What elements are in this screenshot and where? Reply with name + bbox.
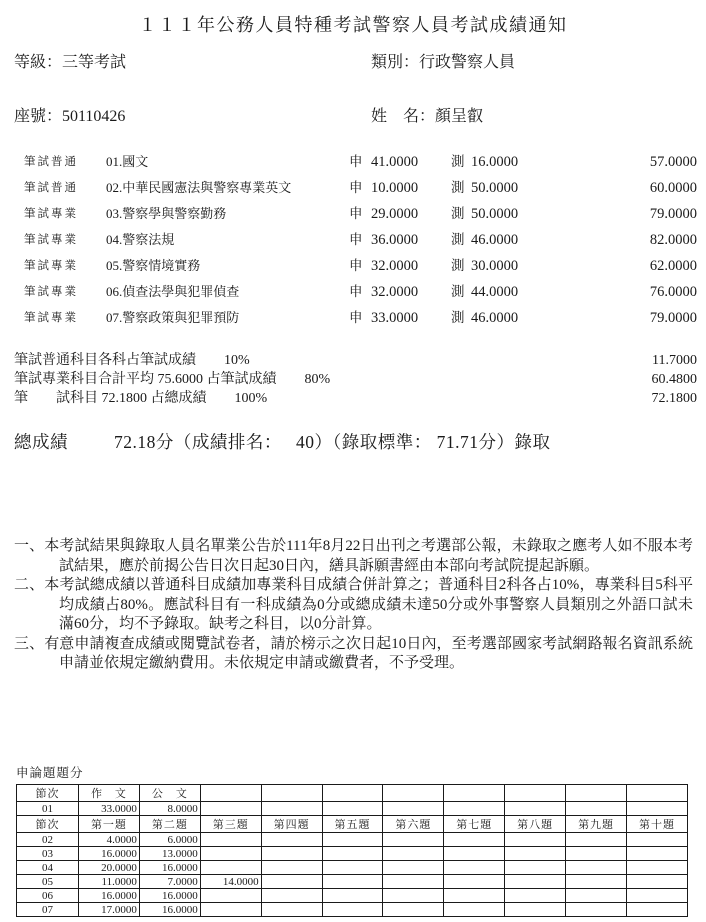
category-field [371, 49, 515, 72]
grade-field [14, 49, 126, 72]
score-subject: 06.偵查法學與犯罪偵查 [106, 284, 240, 299]
table-cell [566, 861, 627, 875]
table-cell: 節次 [17, 816, 79, 833]
test-marker: 測 [451, 284, 465, 299]
subject-total: 76.0000 [649, 284, 697, 300]
note-item [14, 635, 693, 674]
table-cell [383, 903, 444, 917]
table-cell [261, 802, 322, 816]
note-text: 有意申請複查成績或閱覽試卷者，請於榜示之次日起10日內，至考選部國家考試網路報名資訊系統申請並依規定繳納費用。未依規定申請或繳費者，不予受理。 [44, 635, 693, 671]
test-marker: 測 [451, 310, 465, 325]
table-cell [261, 785, 322, 802]
table-cell: 16.0000 [79, 847, 140, 861]
score-row [0, 149, 706, 175]
essay-marker: 申 [349, 180, 363, 195]
table-cell [322, 903, 383, 917]
table-cell [200, 861, 261, 875]
table-cell [444, 802, 505, 816]
table-cell [383, 802, 444, 816]
table-cell [627, 785, 688, 802]
table-cell [566, 889, 627, 903]
table-cell: 05 [17, 875, 79, 889]
table-cell [505, 875, 566, 889]
table-cell [566, 847, 627, 861]
table-cell [200, 785, 261, 802]
essay-marker: 申 [349, 284, 363, 299]
summary-value: 60.4800 [651, 372, 697, 387]
table-cell [505, 889, 566, 903]
test-marker: 測 [451, 258, 465, 273]
essay-score-table-section [16, 763, 692, 917]
table-cell [505, 802, 566, 816]
table-cell [383, 889, 444, 903]
test-marker: 測 [451, 206, 465, 221]
table-cell [627, 802, 688, 816]
table-cell [200, 847, 261, 861]
table-cell [566, 802, 627, 816]
score-category: 筆試專業 [24, 260, 78, 272]
table-cell: 06 [17, 889, 79, 903]
score-subject: 07.警察政策與犯罪預防 [106, 310, 240, 325]
summary-line [0, 351, 706, 370]
score-category: 筆試專業 [24, 312, 78, 324]
table-cell [444, 903, 505, 917]
table-cell [505, 785, 566, 802]
score-subject: 05.警察情境實務 [106, 258, 201, 273]
table-cell: 04 [17, 861, 79, 875]
table-cell [444, 875, 505, 889]
meta-row-seat-name [0, 103, 706, 125]
table-cell [200, 889, 261, 903]
subject-total: 79.0000 [649, 206, 697, 222]
table-row [17, 833, 688, 847]
test-marker: 測 [451, 232, 465, 247]
grade-label: 等級： [14, 54, 63, 71]
score-subject: 03.警察學與警察勤務 [106, 206, 227, 221]
summary-value: 11.7000 [652, 353, 697, 368]
note-item [14, 576, 693, 635]
essay-marker: 申 [349, 206, 363, 221]
summary-line [0, 370, 706, 389]
table-cell [383, 833, 444, 847]
table-cell: 16.0000 [139, 889, 200, 903]
table-cell: 16.0000 [139, 861, 200, 875]
grand-total-score: 72.18分 [114, 432, 174, 452]
essay-score: 29.0000 [371, 206, 419, 222]
table-cell [566, 833, 627, 847]
table-cell [444, 785, 505, 802]
summary-text: 筆試專業科目合計平均 75.6000 占筆試成績 80% [14, 372, 331, 387]
table-cell: 第三題 [200, 816, 261, 833]
table-cell [383, 847, 444, 861]
table-cell: 6.0000 [139, 833, 200, 847]
table-row [17, 785, 688, 802]
table-cell [322, 889, 383, 903]
test-score: 16.0000 [471, 154, 519, 170]
table-cell: 33.0000 [79, 802, 140, 816]
table-cell: 01 [17, 802, 79, 816]
note-number: 三、 [14, 635, 45, 652]
note-number: 一、 [14, 538, 45, 554]
score-category: 筆試專業 [24, 208, 78, 220]
table-cell [322, 802, 383, 816]
test-marker: 測 [451, 154, 465, 169]
table-cell: 第八題 [505, 816, 566, 833]
note-text: 本考試結果與錄取人員名單業公告於111年8月22日出刊之考選部公報，未錄取之應考人如不服本考試結果，應於前揭公告日次日起30日內，繕具訴願書經由本部向考試院提起訴願。 [44, 538, 693, 574]
table-cell [200, 833, 261, 847]
table-cell: 第十題 [627, 816, 688, 833]
score-subject: 02.中華民國憲法與警察專業英文 [106, 180, 292, 195]
essay-marker: 申 [349, 258, 363, 273]
test-score: 50.0000 [471, 180, 519, 196]
name-value: 顏呈叡 [435, 108, 484, 125]
table-cell [383, 875, 444, 889]
table-cell: 16.0000 [139, 903, 200, 917]
grand-total-detail: （成績排名： 40）（錄取標準： 71.71分）錄取 [173, 432, 551, 452]
score-summary [0, 351, 706, 408]
seat-field [14, 103, 125, 126]
table-row [17, 875, 688, 889]
grand-total-line [14, 429, 698, 454]
score-subject: 01.國文 [106, 154, 149, 169]
score-subject: 04.警察法規 [106, 232, 175, 247]
essay-score: 32.0000 [371, 284, 419, 300]
table-cell [200, 802, 261, 816]
score-row [0, 253, 706, 279]
essay-marker: 申 [349, 154, 363, 169]
test-marker: 測 [451, 180, 465, 195]
essay-score: 32.0000 [371, 258, 419, 274]
table-cell: 17.0000 [79, 903, 140, 917]
table-cell [261, 903, 322, 917]
table-row [17, 861, 688, 875]
note-text: 本考試總成績以普通科目成績加專業科目成績合併計算之；普通科目2科各占10%，專業科目5科平均成績占80%。應試科目有一科成績為0分或總成績未達50分或外事警察人員類別之外語口試未滿60分，均不予錄取。缺考之科目，以0分計算。 [44, 577, 693, 632]
essay-marker: 申 [349, 232, 363, 247]
table-cell [200, 903, 261, 917]
grand-total-label: 總成績 [14, 432, 68, 452]
table-cell: 第二題 [139, 816, 200, 833]
essay-score: 10.0000 [371, 180, 419, 196]
essay-table-title: 申論題題分 [16, 766, 84, 780]
table-cell [505, 847, 566, 861]
table-cell: 03 [17, 847, 79, 861]
essay-marker: 申 [349, 310, 363, 325]
table-cell [566, 785, 627, 802]
table-cell [444, 847, 505, 861]
score-row [0, 305, 706, 331]
table-cell: 07 [17, 903, 79, 917]
table-cell [383, 861, 444, 875]
essay-score: 36.0000 [371, 232, 419, 248]
table-cell [566, 903, 627, 917]
table-cell: 11.0000 [79, 875, 140, 889]
essay-score: 33.0000 [371, 310, 419, 326]
table-row [17, 889, 688, 903]
test-score: 46.0000 [471, 232, 519, 248]
essay-score: 41.0000 [371, 154, 419, 170]
score-category: 筆試專業 [24, 234, 78, 246]
table-cell: 作 文 [79, 785, 140, 802]
score-row [0, 227, 706, 253]
table-cell [261, 861, 322, 875]
table-cell: 02 [17, 833, 79, 847]
table-cell [444, 889, 505, 903]
test-score: 46.0000 [471, 310, 519, 326]
table-cell [444, 833, 505, 847]
meta-row-grade-category [0, 49, 706, 71]
table-cell: 4.0000 [79, 833, 140, 847]
document-title: １１１年公務人員特種考試警察人員考試成績通知 [138, 15, 568, 35]
table-row [17, 847, 688, 861]
table-cell: 第六題 [383, 816, 444, 833]
score-category: 筆試普通 [24, 182, 78, 194]
score-category: 筆試普通 [24, 156, 78, 168]
seat-value: 50110426 [62, 108, 126, 125]
name-label: 姓 名： [371, 108, 436, 125]
notes-section [14, 537, 693, 674]
table-cell [505, 903, 566, 917]
name-field [371, 103, 483, 126]
table-cell [322, 833, 383, 847]
subject-total: 60.0000 [649, 180, 697, 196]
test-score: 44.0000 [471, 284, 519, 300]
table-row [17, 802, 688, 816]
table-row [17, 816, 688, 833]
table-cell: 第七題 [444, 816, 505, 833]
table-cell: 13.0000 [139, 847, 200, 861]
table-cell [627, 833, 688, 847]
table-cell: 8.0000 [139, 802, 200, 816]
subject-total: 79.0000 [649, 310, 697, 326]
essay-score-table [16, 784, 688, 917]
table-cell: 20.0000 [79, 861, 140, 875]
table-cell [566, 875, 627, 889]
note-number: 二、 [14, 577, 45, 593]
table-cell [383, 785, 444, 802]
table-cell [261, 833, 322, 847]
table-cell: 第四題 [261, 816, 322, 833]
table-cell: 節次 [17, 785, 79, 802]
summary-line [0, 389, 706, 408]
table-cell: 第一題 [79, 816, 140, 833]
summary-text: 筆試普通科目各科占筆試成績 10% [14, 353, 250, 368]
category-label: 類別： [371, 54, 420, 71]
table-cell: 7.0000 [139, 875, 200, 889]
table-cell [322, 861, 383, 875]
summary-value: 72.1800 [651, 391, 697, 406]
test-score: 30.0000 [471, 258, 519, 274]
subject-scores-list [0, 149, 706, 331]
score-category: 筆試專業 [24, 286, 78, 298]
score-row [0, 175, 706, 201]
table-cell [627, 903, 688, 917]
table-cell: 第五題 [322, 816, 383, 833]
subject-total: 62.0000 [649, 258, 697, 274]
subject-total: 82.0000 [649, 232, 697, 248]
subject-total: 57.0000 [649, 154, 697, 170]
table-cell [444, 861, 505, 875]
note-item [14, 537, 693, 576]
table-cell [261, 889, 322, 903]
table-cell: 第九題 [566, 816, 627, 833]
test-score: 50.0000 [471, 206, 519, 222]
seat-label: 座號： [14, 108, 63, 125]
summary-text: 筆 試科目 72.1800 占總成績 100% [14, 391, 268, 406]
table-cell: 14.0000 [200, 875, 261, 889]
table-cell [627, 889, 688, 903]
table-cell [627, 875, 688, 889]
table-cell [505, 833, 566, 847]
table-cell [322, 875, 383, 889]
table-row [17, 903, 688, 917]
grade-value: 三等考試 [62, 54, 127, 71]
table-cell [322, 847, 383, 861]
table-cell: 16.0000 [79, 889, 140, 903]
table-cell [261, 875, 322, 889]
table-cell [627, 861, 688, 875]
table-cell [627, 847, 688, 861]
category-value: 行政警察人員 [419, 54, 516, 71]
score-row [0, 279, 706, 305]
table-cell: 公 文 [139, 785, 200, 802]
score-row [0, 201, 706, 227]
table-cell [261, 847, 322, 861]
table-cell [505, 861, 566, 875]
table-cell [322, 785, 383, 802]
